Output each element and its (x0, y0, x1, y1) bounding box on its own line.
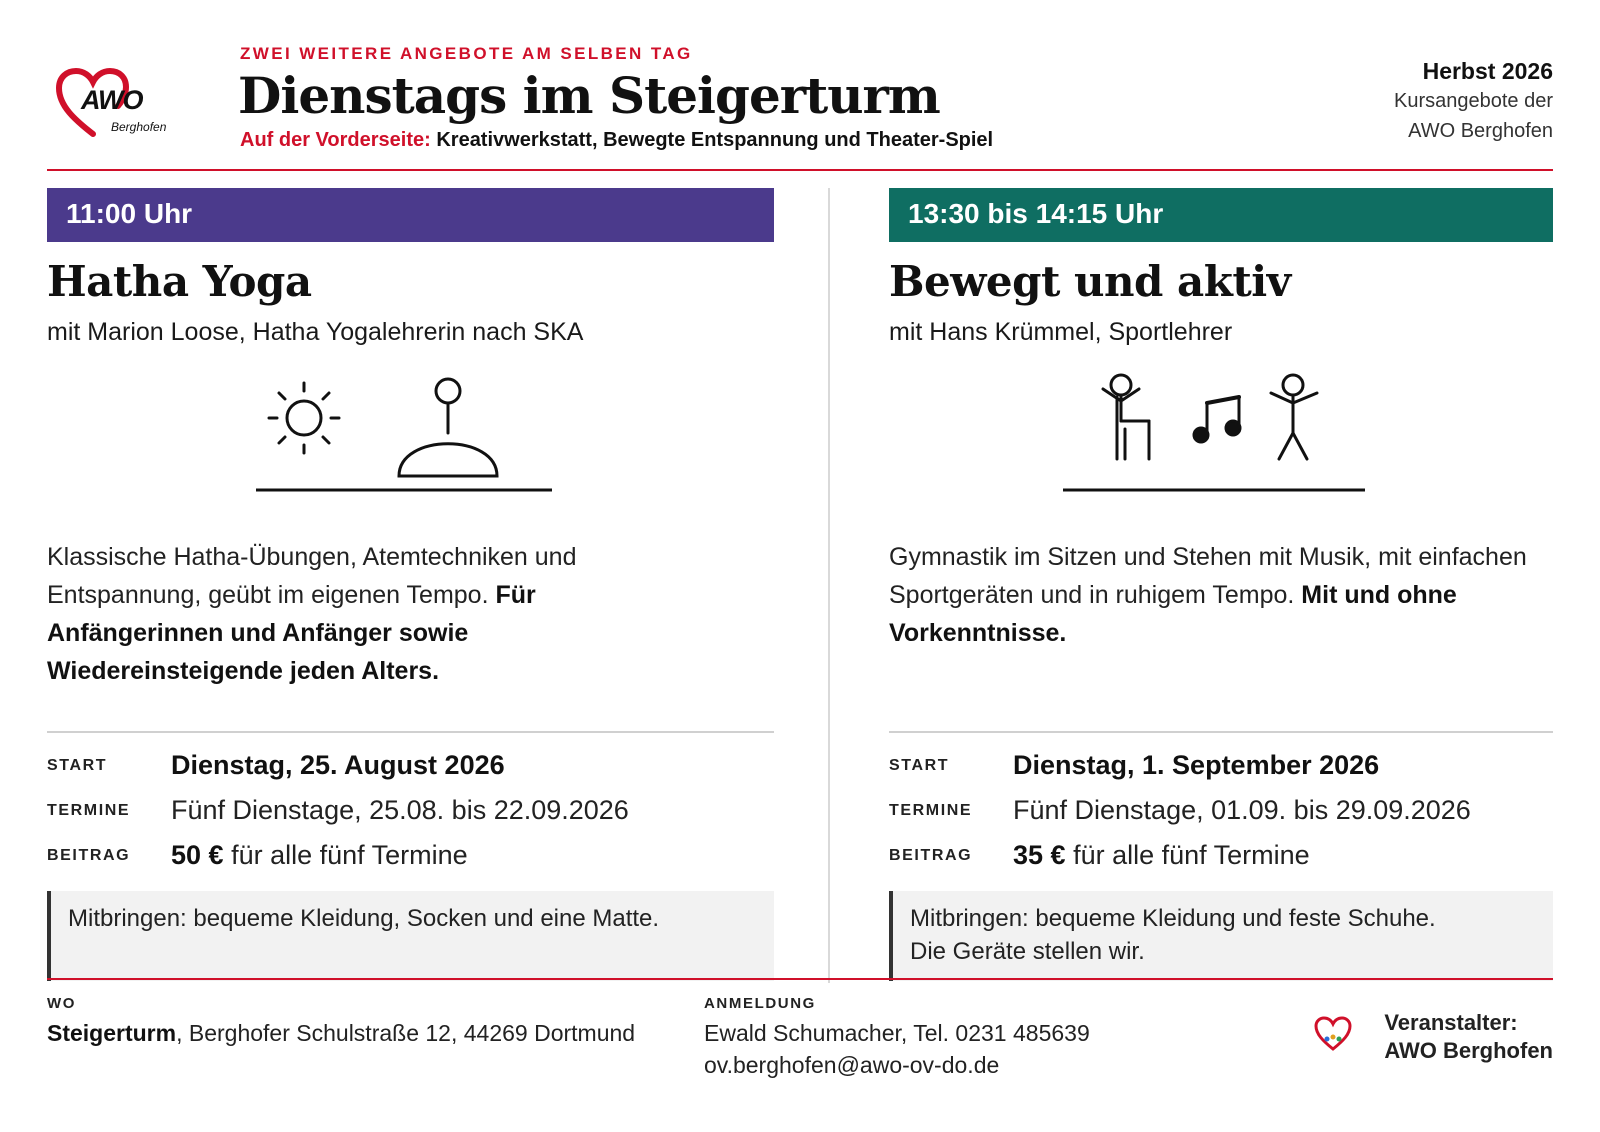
fact-label: BEITRAG (47, 847, 131, 864)
course-description (889, 538, 1539, 652)
course-facts (889, 750, 1553, 885)
fact-value: Fünf Dienstage, 25.08. bis 22.09.2026 (171, 795, 629, 825)
fact-value: Dienstag, 1. September 2026 (1013, 750, 1380, 780)
course-teacher: mit Marion Loose, Hatha Yogalehrerin nach SKA (47, 318, 584, 346)
header (0, 0, 1600, 175)
course-card-fitness (889, 188, 1553, 988)
subline-highlight: Auf der Vorderseite: (240, 129, 431, 151)
fact-label: START (889, 757, 950, 774)
season-title: Herbst 2026 (1422, 58, 1553, 84)
fact-label: TERMINE (47, 802, 131, 819)
registration-email[interactable]: ov.berghofen@awo-ov-do.de (704, 1052, 1000, 1078)
season-line3: AWO Berghofen (1408, 120, 1553, 142)
kicker: ZWEI WEITERE ANGEBOTE AM SELBEN TAG (240, 44, 693, 63)
column-divider (828, 188, 830, 983)
course-description (47, 538, 687, 690)
location-name: Steigerturm (47, 1020, 177, 1046)
description-highlight: Für Anfängerinnen und Anfänger sowie Wiedereinsteigende jeden Alters. (47, 581, 536, 685)
course-card-yoga (47, 188, 774, 988)
time-bar: 13:30 bis 14:15 Uhr (889, 188, 1553, 242)
page-title: Dienstags im Steigerturm (238, 66, 940, 125)
course-title: Hatha Yoga (47, 257, 312, 306)
footer-label: ANMELDUNG (704, 995, 816, 1012)
fact-label: BEITRAG (889, 847, 973, 864)
price-amount: 35 € (1013, 840, 1066, 870)
location-text (47, 1017, 635, 1049)
fact-beitrag (47, 840, 774, 885)
fact-label: TERMINE (889, 802, 973, 819)
price-text: für alle fünf Termine (223, 840, 468, 870)
price-text: für alle fünf Termine (1065, 840, 1310, 870)
location-address: , Berghofer Schulstraße 12, 44269 Dortmund (176, 1020, 636, 1046)
fact-start (889, 750, 1553, 795)
music-note-icon (1194, 397, 1240, 442)
course-facts (47, 750, 774, 885)
yoga-illustration (252, 373, 562, 493)
course-title: Bewegt und aktiv (889, 257, 1291, 306)
facts-divider (889, 731, 1553, 733)
course-teacher: mit Hans Krümmel, Sportlehrer (889, 318, 1233, 346)
standing-figure-icon (1271, 375, 1317, 459)
registration-contact: Ewald Schumacher, Tel. 0231 485639 (704, 1020, 1090, 1046)
fact-beitrag (889, 840, 1553, 885)
subline-text: Kreativwerkstatt, Bewegte Entspannung und Theater-Spiel (430, 129, 994, 151)
bring-along-note: Mitbringen: bequeme Kleidung, Socken und eine Matte. (47, 891, 774, 981)
fact-start (47, 750, 774, 795)
season-line2: Kursangebote der (1393, 90, 1553, 112)
subline (240, 129, 993, 152)
price-amount: 50 € (171, 840, 224, 870)
season-info (1394, 56, 1553, 146)
fact-value: Fünf Dienstage, 01.09. bis 29.09.2026 (1013, 795, 1471, 825)
organizer-text (1384, 1009, 1553, 1065)
fact-label: START (47, 757, 108, 774)
description-highlight: Mit und ohne Vorkenntnisse. (889, 581, 1457, 647)
organizer (1313, 1009, 1553, 1069)
meditation-figure-icon (399, 379, 497, 476)
organizer-heart-icon (1313, 1015, 1353, 1055)
logo-wordmark: AWO (81, 85, 143, 115)
note-line: Die Geräte stellen wir. (910, 938, 1145, 965)
footer-location (47, 995, 635, 1049)
awo-logo (55, 68, 175, 140)
footer-registration (704, 995, 1090, 1081)
description-text: Klassische Hatha-Übungen, Atemtechniken und Entspannung, geübt im eigenen Tempo. (47, 543, 577, 609)
header-divider (47, 169, 1553, 171)
footer-label: WO (47, 995, 77, 1012)
logo-subtitle: Berghofen (111, 120, 167, 134)
fact-termine (47, 795, 774, 840)
time-bar: 11:00 Uhr (47, 188, 774, 242)
organizer-name: AWO Berghofen (1384, 1038, 1553, 1063)
facts-divider (47, 731, 774, 733)
organizer-label: Veranstalter: (1384, 1010, 1518, 1035)
fact-value (1013, 840, 1310, 871)
sun-icon (269, 383, 339, 453)
bring-along-note (889, 891, 1553, 981)
fact-value (171, 840, 468, 871)
fitness-illustration (1059, 373, 1369, 493)
seated-figure-icon (1103, 375, 1149, 459)
footer-divider (47, 978, 1553, 980)
footer (47, 995, 1553, 1095)
fact-value: Dienstag, 25. August 2026 (171, 750, 505, 780)
note-line: Mitbringen: bequeme Kleidung und feste Schuhe. (910, 905, 1436, 932)
description-text: Gymnastik im Sitzen und Stehen mit Musik, mit einfachen Sportgeräten und in ruhigem Tempo. (889, 543, 1527, 609)
fact-termine (889, 795, 1553, 840)
